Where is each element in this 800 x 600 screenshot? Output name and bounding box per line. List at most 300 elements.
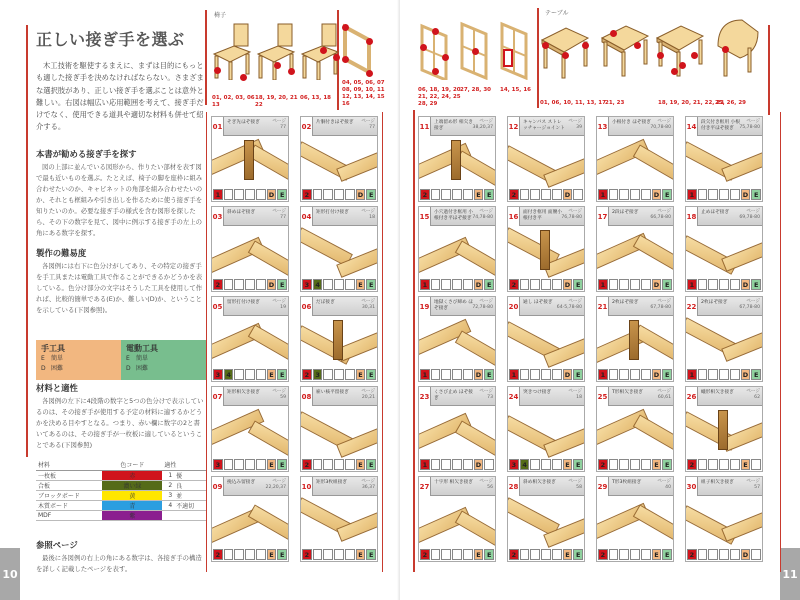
joint-card-28[interactable] <box>507 476 585 562</box>
suitability-cell <box>708 459 718 470</box>
joint-card-29[interactable] <box>596 476 674 562</box>
joint-card-11[interactable] <box>418 116 496 202</box>
page-reference: ページ 67,78-80 <box>650 299 671 310</box>
joint-number: 18 <box>686 207 698 226</box>
rating-bar <box>687 459 761 470</box>
card-header <box>508 297 584 316</box>
joint-numbers: 04, 05, 06, 07 08, 09, 10, 11 12, 13, 14, 15 16 <box>342 80 385 107</box>
suitability-cell <box>334 459 344 470</box>
joint-card-14[interactable] <box>685 116 763 202</box>
power-tool-rating: E <box>751 369 761 380</box>
divider <box>382 112 383 572</box>
suitability-cell <box>520 549 530 560</box>
joint-marker-icon <box>442 54 449 61</box>
suitability-cell <box>323 189 333 200</box>
hand-tool-rating: E <box>563 459 573 470</box>
card-header <box>419 477 495 496</box>
suitability-cell <box>463 369 473 380</box>
suitability-cell <box>730 369 740 380</box>
joint-numbers: 27, 28, 30 <box>460 87 491 93</box>
joint-illustration <box>301 136 377 189</box>
color-swatch: 黄 <box>102 490 162 500</box>
suitability-cell <box>463 279 473 290</box>
suitability-cell <box>541 189 551 200</box>
joint-illustration <box>419 226 495 279</box>
joint-marker-icon <box>274 62 281 69</box>
suitability-cell <box>641 549 651 560</box>
joint-illustration <box>508 316 584 369</box>
furniture-table-c[interactable] <box>655 20 705 80</box>
suitability-cell: 1 <box>509 369 519 380</box>
suitability-cell <box>431 279 441 290</box>
joint-number: 08 <box>301 387 313 406</box>
hand-tools-legend: 手工具 E 簡単 D 困難 <box>36 340 121 380</box>
joint-name: 斜めほぞ接ぎ <box>227 210 256 215</box>
power-tool-rating: E <box>366 369 376 380</box>
suitability-cell <box>641 279 651 290</box>
joint-number: 07 <box>212 387 224 406</box>
rating-bar <box>509 279 583 290</box>
card-header <box>508 207 584 226</box>
suitability-cell <box>256 369 266 380</box>
suitability-cell <box>441 279 451 290</box>
joint-card-09[interactable] <box>211 476 289 562</box>
rating-bar <box>302 549 376 560</box>
power-tools-legend: 電動工具 E 簡単 D 困難 <box>121 340 206 380</box>
joint-card-06[interactable] <box>300 296 378 382</box>
hand-tool-rating: E <box>474 189 484 200</box>
rating-bar <box>509 549 583 560</box>
joint-name: 雇い核平留接ぎ <box>316 390 349 395</box>
joint-number: 03 <box>212 207 224 226</box>
rating-bar <box>598 189 672 200</box>
joint-marker-icon <box>432 28 439 35</box>
joint-card-16[interactable] <box>507 206 585 292</box>
furniture-chair-seat[interactable] <box>256 22 296 80</box>
joint-marker-icon <box>342 24 349 31</box>
joint-card-07[interactable] <box>211 386 289 472</box>
joint-number: 11 <box>419 117 431 136</box>
suitability-cell <box>530 369 540 380</box>
suitability-cell <box>708 369 718 380</box>
page-reference: ページ 40 <box>657 479 671 490</box>
joint-illustration <box>419 406 495 459</box>
power-tool-rating: E <box>277 279 287 290</box>
hand-tool-rating: D <box>474 369 484 380</box>
card-header <box>508 477 584 496</box>
suitability-cell: 1 <box>420 459 430 470</box>
suitability-cell <box>441 459 451 470</box>
joint-name: 片胴付きほぞ接ぎ <box>316 120 354 125</box>
suitability-cell <box>452 549 462 560</box>
suitability-cell <box>630 549 640 560</box>
joint-marker-icon <box>214 67 221 74</box>
joint-card-03[interactable] <box>211 206 289 292</box>
power-tool-rating: E <box>277 189 287 200</box>
joint-numbers: 01, 02, 03, 06 13 <box>212 95 255 108</box>
power-tool-rating: E <box>751 189 761 200</box>
suitability-cell <box>323 369 333 380</box>
joint-marker-icon <box>722 46 729 53</box>
suitability-cell: 4 <box>224 369 234 380</box>
joint-number: 23 <box>419 387 431 406</box>
suitability-cell <box>708 549 718 560</box>
suitability-cell <box>224 189 234 200</box>
power-tool-rating: E <box>484 369 494 380</box>
joint-illustration <box>597 406 673 459</box>
joint-name: 上端留め形 相欠き接ぎ <box>434 120 473 132</box>
suitability-cell <box>609 189 619 200</box>
power-tool-rating: E <box>277 369 287 380</box>
card-header <box>597 117 673 136</box>
joint-name: 段欠付き框用 小根付き平ほぞ接ぎ <box>701 120 740 132</box>
suitability-cell: 2 <box>598 549 608 560</box>
joint-name: 斜め相欠き接ぎ <box>523 480 556 485</box>
joint-marker-icon <box>679 62 686 69</box>
suitability-cell <box>698 549 708 560</box>
page-reference: ページ 66,78-80 <box>650 209 671 220</box>
difficulty-legend <box>36 340 206 380</box>
page-reference: ページ 72,78-80 <box>472 299 493 310</box>
hand-tool-rating: D <box>474 459 484 470</box>
suitability-cell <box>234 549 244 560</box>
rating-bar <box>420 189 494 200</box>
joint-name: T形相欠き接ぎ <box>612 390 643 395</box>
page-reference: ページ 18 <box>568 389 582 400</box>
joint-number: 22 <box>686 297 698 316</box>
page-number: 10 <box>0 548 20 600</box>
hand-tool-rating: E <box>474 549 484 560</box>
suitability-cell <box>698 279 708 290</box>
joint-number: 15 <box>419 207 431 226</box>
suitability-cell: 1 <box>598 189 608 200</box>
power-tool-rating <box>751 459 761 470</box>
suitability-cell <box>224 549 234 560</box>
hand-tool-rating: D <box>741 189 751 200</box>
suitability-cell: 2 <box>420 189 430 200</box>
joint-illustration <box>686 316 762 369</box>
suitability-cell <box>719 369 729 380</box>
furniture-door-frame-b[interactable] <box>460 20 490 80</box>
joint-card-23[interactable] <box>418 386 496 472</box>
joint-illustration <box>597 316 673 369</box>
joint-card-24[interactable] <box>507 386 585 472</box>
hand-tool-rating: D <box>356 189 366 200</box>
hand-tool-rating: E <box>652 459 662 470</box>
suitability-cell <box>463 549 473 560</box>
suitability-cell <box>609 459 619 470</box>
section-body-find: 図の上部に並んでいる図形から、作りたい部材を表す図で最も近いものを選ぶ。たとえば、椅子の脚を座枠に組み合わせたいのか、キャビネットの角部を組み合わせたいのか、それとも框組みや引き出しを作るために使う接ぎ手を知りたいのか。必要な接ぎ手の様式を含む図形を探したら、その下の数字を見て、図中に例示する接ぎ手の左上の角にある数字を探す。 <box>36 162 203 237</box>
page-reference: ページ 62 <box>746 389 760 400</box>
hand-tool-rating: D <box>652 189 662 200</box>
joint-name: くさび止め ほぞ接ぎ <box>434 390 473 402</box>
suitability-cell <box>323 459 333 470</box>
joint-card-12[interactable] <box>507 116 585 202</box>
furniture-frame[interactable] <box>342 22 372 74</box>
suitability-cell: 2 <box>213 279 223 290</box>
joint-name: 矩形相欠き接ぎ <box>227 390 260 395</box>
furniture-table-a[interactable] <box>540 22 590 80</box>
suitability-cell <box>530 189 540 200</box>
joint-card-20[interactable] <box>507 296 585 382</box>
power-tool-rating: E <box>573 369 583 380</box>
suitability-cell <box>552 189 562 200</box>
suitability-cell <box>552 459 562 470</box>
suitability-cell: 1 <box>598 279 608 290</box>
color-swatch: 青 <box>102 500 162 510</box>
hand-tool-rating: D <box>652 279 662 290</box>
joint-illustration <box>212 496 288 549</box>
divider <box>413 110 415 572</box>
suitability-cell <box>630 459 640 470</box>
furniture-half-round-table[interactable] <box>712 18 760 80</box>
page-reference: ページ 56 <box>479 479 493 490</box>
joint-card-08[interactable] <box>300 386 378 472</box>
joint-numbers: 18, 19, 20, 21 22 <box>255 95 298 108</box>
joint-number: 16 <box>508 207 520 226</box>
joint-number: 13 <box>597 117 609 136</box>
card-header <box>686 207 762 226</box>
page-reference: ページ 75,78-80 <box>739 119 760 130</box>
suitability-cell <box>334 369 344 380</box>
joint-number: 09 <box>212 477 224 496</box>
joint-card-01[interactable] <box>211 116 289 202</box>
suitability-cell: 2 <box>509 189 519 200</box>
suitability-cell <box>234 459 244 470</box>
joint-marker-icon <box>610 30 617 37</box>
joint-card-30[interactable] <box>685 476 763 562</box>
suitability-cell <box>619 459 629 470</box>
joint-marker-icon <box>366 70 373 77</box>
joint-card-05[interactable] <box>211 296 289 382</box>
suitability-cell: 2 <box>509 549 519 560</box>
suitability-cell <box>345 369 355 380</box>
suitability-cell <box>234 369 244 380</box>
joint-name: 組子相欠き接ぎ <box>701 480 734 485</box>
suitability-cell: 2 <box>302 459 312 470</box>
suitability-cell <box>441 189 451 200</box>
joint-marker-icon <box>542 42 549 49</box>
rating-bar <box>420 279 494 290</box>
suitability-cell <box>345 459 355 470</box>
card-header <box>597 207 673 226</box>
joint-illustration <box>419 496 495 549</box>
joint-name: 通し ほぞ接ぎ <box>523 300 553 305</box>
joint-illustration <box>212 406 288 459</box>
page-reference: ページ 36,37 <box>361 479 375 490</box>
suitability-cell: 2 <box>598 459 608 470</box>
power-tool-rating: E <box>277 459 287 470</box>
rating-bar <box>509 189 583 200</box>
suitability-cell <box>630 369 640 380</box>
joint-marker-icon <box>240 74 247 81</box>
card-header <box>419 297 495 316</box>
suitability-cell <box>641 189 651 200</box>
joint-number: 30 <box>686 477 698 496</box>
hand-tool-rating: E <box>741 459 751 470</box>
suitability-cell <box>719 189 729 200</box>
suitability-cell <box>541 549 551 560</box>
rating-bar <box>302 459 376 470</box>
suitability-cell: 1 <box>420 279 430 290</box>
joint-name: 止めほぞ接ぎ <box>701 210 730 215</box>
suitability-cell <box>463 189 473 200</box>
hand-tool-rating: D <box>652 369 662 380</box>
card-header <box>212 117 288 136</box>
power-tool-rating: E <box>484 189 494 200</box>
joint-card-22[interactable] <box>685 296 763 382</box>
joint-card-19[interactable] <box>418 296 496 382</box>
page-reference: ページ 20,21 <box>361 389 375 400</box>
power-tool-rating: E <box>366 459 376 470</box>
suitability-cell: 1 <box>687 279 697 290</box>
power-tool-rating: E <box>484 549 494 560</box>
rating-bar <box>687 549 761 560</box>
joint-name: 挽込み留接ぎ <box>227 480 256 485</box>
card-header <box>686 297 762 316</box>
intro-paragraph: 木工技術を駆使するまえに、まずは目的にもっとも適した接ぎ手を決めなければならない。さまざまな選択肢があり、正しい接ぎ手を選ぶことは意外と難しい。右図は幅広い応用範囲を考えて、接ぎ手だけでなく、使用できる道具や適切な材料も併せて紹介する。 <box>36 61 204 132</box>
joint-name: 矩形3枚組接ぎ <box>316 480 348 485</box>
joint-name: 小根付き ほぞ接ぎ <box>612 120 651 125</box>
suitability-cell <box>245 189 255 200</box>
joint-numbers: 01, 06, 10, 11, 13, 17 <box>540 100 606 106</box>
materials-row: 合板 濃い緑 2 良 <box>36 480 206 490</box>
joint-illustration <box>508 226 584 279</box>
joint-number: 20 <box>508 297 520 316</box>
joint-card-15[interactable] <box>418 206 496 292</box>
furniture-table-b[interactable] <box>600 20 650 80</box>
suitability-cell <box>520 369 530 380</box>
joint-illustration <box>686 136 762 189</box>
suitability-cell <box>224 279 234 290</box>
materials-row: 一枚板 赤 1 優 <box>36 470 206 480</box>
suitability-cell: 1 <box>420 369 430 380</box>
suitability-cell <box>452 369 462 380</box>
suitability-cell <box>245 369 255 380</box>
suitability-cell: 1 <box>687 189 697 200</box>
joint-illustration <box>212 226 288 279</box>
joint-card-18[interactable] <box>685 206 763 292</box>
suitability-cell <box>630 279 640 290</box>
card-header <box>597 387 673 406</box>
card-header <box>212 207 288 226</box>
suitability-cell <box>452 279 462 290</box>
power-tool-rating: E <box>484 279 494 290</box>
suitability-cell <box>541 369 551 380</box>
power-tool-rating <box>484 459 494 470</box>
joint-number: 27 <box>419 477 431 496</box>
suitability-cell <box>619 549 629 560</box>
divider <box>206 112 207 572</box>
joint-card-25[interactable] <box>596 386 674 472</box>
joint-illustration <box>508 136 584 189</box>
page-reference: ページ 59 <box>272 389 286 400</box>
suitability-cell <box>441 549 451 560</box>
suitability-cell <box>520 279 530 290</box>
joint-marker-icon <box>671 68 678 75</box>
joint-number: 24 <box>508 387 520 406</box>
rating-bar <box>213 549 287 560</box>
furniture-door-frame-a[interactable] <box>420 22 452 80</box>
color-swatch: 紫 <box>102 510 162 520</box>
furniture-chair-legs[interactable] <box>212 22 252 80</box>
hand-tool-rating: E <box>267 549 277 560</box>
joint-card-13[interactable] <box>596 116 674 202</box>
suitability-cell <box>334 189 344 200</box>
suitability-cell <box>245 459 255 470</box>
suitability-cell <box>719 549 729 560</box>
power-tool-rating: E <box>573 549 583 560</box>
joint-illustration <box>301 316 377 369</box>
rating-bar <box>687 279 761 290</box>
suitability-cell: 2 <box>302 549 312 560</box>
furniture-door-frame-c[interactable] <box>500 20 530 80</box>
joint-card-27[interactable] <box>418 476 496 562</box>
joint-card-02[interactable] <box>300 116 378 202</box>
suitability-cell: 4 <box>313 279 323 290</box>
rating-bar <box>213 369 287 380</box>
joint-illustration <box>301 406 377 459</box>
suitability-cell <box>431 369 441 380</box>
power-tool-rating: E <box>751 279 761 290</box>
joint-number: 02 <box>301 117 313 136</box>
card-header <box>508 117 584 136</box>
hand-tool-rating: D <box>741 369 751 380</box>
hand-tool-rating: E <box>356 369 366 380</box>
joint-illustration <box>508 406 584 459</box>
suitability-cell: 1 <box>598 369 608 380</box>
joint-card-10[interactable] <box>300 476 378 562</box>
divider <box>205 10 207 105</box>
card-header <box>686 387 762 406</box>
power-tool-rating: E <box>573 459 583 470</box>
furniture-chair-back[interactable] <box>300 22 340 80</box>
hand-tool-rating: E <box>563 549 573 560</box>
joint-marker-icon <box>634 42 641 49</box>
card-header <box>419 207 495 226</box>
hand-tool-rating: D <box>563 189 573 200</box>
joint-number: 19 <box>419 297 431 316</box>
card-header <box>597 477 673 496</box>
power-tool-rating: E <box>366 549 376 560</box>
joint-card-17[interactable] <box>596 206 674 292</box>
suitability-cell <box>345 279 355 290</box>
materials-row: 木質ボード 青 4 不適切 <box>36 500 206 510</box>
joint-card-26[interactable] <box>685 386 763 472</box>
joint-name: T形3枚組接ぎ <box>612 480 642 485</box>
joint-number: 25 <box>597 387 609 406</box>
joint-number: 14 <box>686 117 698 136</box>
joint-card-04[interactable] <box>300 206 378 292</box>
joint-name: 十字形 相欠き接ぎ <box>434 480 473 485</box>
suitability-cell <box>619 369 629 380</box>
suitability-cell <box>541 459 551 470</box>
joint-marker-icon <box>562 52 569 59</box>
page-reference: ページ 22,20,37 <box>265 479 286 490</box>
joint-illustration <box>301 496 377 549</box>
power-tool-rating <box>573 189 583 200</box>
suitability-cell <box>520 189 530 200</box>
joint-marker-icon <box>366 38 373 45</box>
joint-card-21[interactable] <box>596 296 674 382</box>
page-reference: ページ 58 <box>568 479 582 490</box>
joint-illustration <box>212 136 288 189</box>
suitability-cell <box>234 279 244 290</box>
page-reference: ページ 73 <box>479 389 493 400</box>
section-body-reference: 最後に各図例の右上の角にある数字は、各接ぎ手の構造を詳しく記載したページを表す。 <box>36 553 202 573</box>
divider <box>780 112 781 572</box>
suitability-cell <box>552 549 562 560</box>
